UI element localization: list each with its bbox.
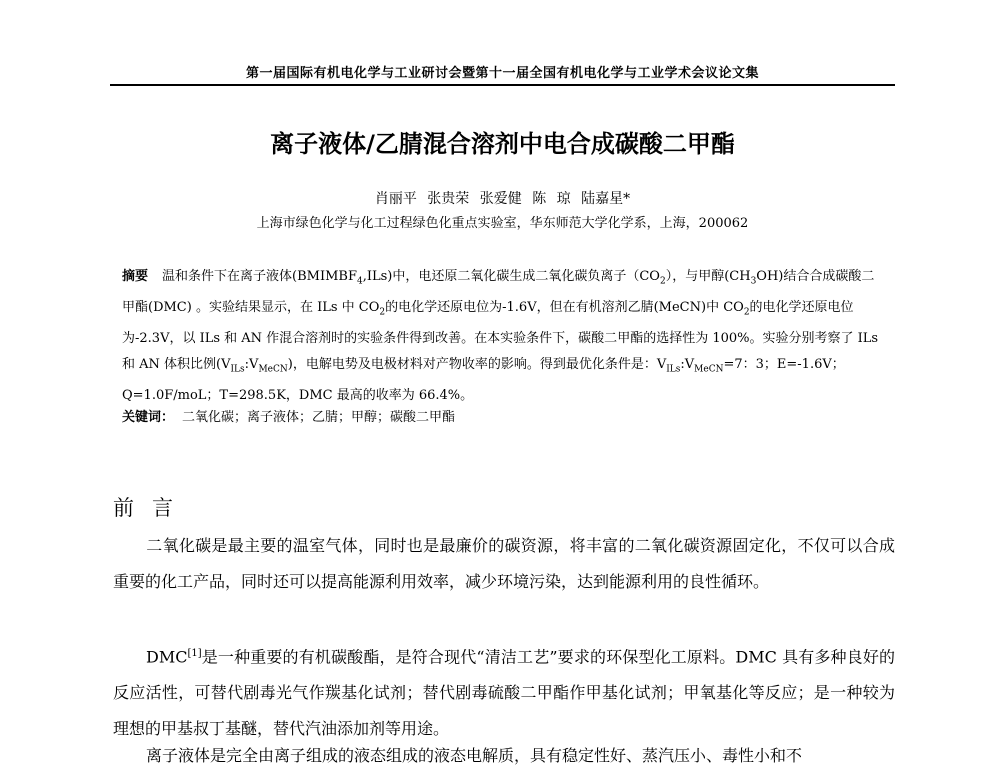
abstract-text: )，电解电势及电极材料对产物收率的影响。得到最优化条件是：V <box>287 356 667 372</box>
keywords-label: 关键词： <box>122 410 175 425</box>
abstract-text: :V <box>244 356 259 372</box>
keywords-text: 二氧化碳；离子液体；乙腈；甲醇；碳酸二甲酯 <box>182 410 456 425</box>
body-paragraph <box>113 738 895 774</box>
subscript: ILs <box>666 364 681 375</box>
abstract-text: =7：3；E=-1.6V；Q=1.0F/moL；T=298.5K，DMC 最高的收率为 66.4%。 <box>122 356 845 403</box>
abstract <box>122 264 884 408</box>
subscript: 2 <box>659 276 666 287</box>
subscript: 2 <box>743 307 750 318</box>
subscript: 4 <box>356 276 363 287</box>
author-list: 肖丽平 张贵荣 张爱健 陈 琼 陆嘉星* <box>374 191 631 207</box>
subscript: 2 <box>379 307 386 318</box>
abstract-text: 温和条件下在离子液体(BMIMBF <box>162 269 357 284</box>
paragraph-text: 是一种重要的有机碳酸酯，是符合现代“清洁工艺”要求的环保型化工原料。DMC 具有多种良好的反应活性，可替代剧毒光气作羰基化试剂；替代剧毒硫酸二甲酯作甲基化试剂；甲氧基化等反应；是一种较为理想的甲基叔丁基醚，替代汽油添加剂等用途。 <box>113 647 895 739</box>
keywords <box>122 406 884 425</box>
affiliation: 上海市绿色化学与化工过程绿色化重点实验室，华东师范大学化学系，上海，200062 <box>256 216 749 231</box>
section-heading: 前言 <box>113 496 191 520</box>
running-head: 第一届国际有机电化学与工业研讨会暨第十一届全国有机电化学与工业学术会议论文集 <box>245 66 759 81</box>
subscript: MeCN <box>258 364 288 375</box>
abstract-text: OH)结合合成碳酸二甲酯(DMC) 。实验结果显示，在 ILs 中 CO <box>122 269 875 316</box>
citation-ref: [1] <box>187 648 202 659</box>
paragraph-text: 离子液体是完全由离子组成的液态组成的液态电解质，具有稳定性好、蒸汽压小、毒性小和不 <box>146 746 803 765</box>
subscript: 3 <box>750 276 757 287</box>
paragraph-text: DMC <box>146 647 188 667</box>
abstract-label: 摘要 <box>122 269 149 284</box>
abstract-text: ,ILs)中，电还原二氧化碳生成二氧化碳负离子（CO <box>362 269 660 284</box>
paragraph-text: 二氧化碳是最主要的温室气体，同时也是最廉价的碳资源，将丰富的二氧化碳资源固定化，不仅可以合成重要的化工产品，同时还可以提高能源利用效率，减少环境污染，达到能源利用的良性循环。 <box>113 536 895 591</box>
paper-title: 离子液体/乙腈混合溶剂中电合成碳酸二甲酯 <box>270 130 735 158</box>
subscript: MeCN <box>694 364 724 375</box>
abstract-text: ），与甲醇(CH <box>665 269 751 284</box>
abstract-text: :V <box>680 356 695 372</box>
abstract-text: 的电化学还原电位为-1.6V，但在有机溶剂乙腈(MeCN)中 CO <box>385 300 744 316</box>
subscript: ILs <box>230 364 245 375</box>
abstract-text: 的电化学还原电位为-2.3V，以 ILs 和 AN 作混合溶剂时的实验条件得到改善。在本实验条件下，碳酸二甲酯的选择性为 100%。实验分别考察了 ILs 和 AN 体积比例(V <box>122 300 879 372</box>
body-paragraph <box>113 636 895 747</box>
header-rule <box>110 84 895 86</box>
body-paragraph <box>113 528 895 600</box>
